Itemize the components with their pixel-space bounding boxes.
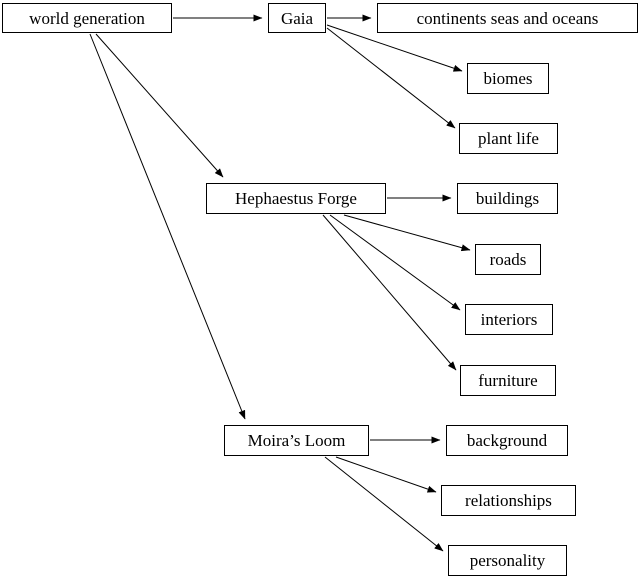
node-relationships[interactable]: relationships xyxy=(441,485,576,516)
edge-moiras_loom-to-relationships xyxy=(336,457,436,492)
node-hephaestus_forge[interactable]: Hephaestus Forge xyxy=(206,183,386,214)
node-personality[interactable]: personality xyxy=(448,545,567,576)
node-biomes[interactable]: biomes xyxy=(467,63,549,94)
edge-moiras_loom-to-personality xyxy=(325,457,443,551)
node-world_generation[interactable]: world generation xyxy=(2,3,172,33)
node-roads[interactable]: roads xyxy=(475,244,541,275)
node-continents[interactable]: continents seas and oceans xyxy=(377,3,638,33)
node-plant_life[interactable]: plant life xyxy=(459,123,558,154)
edge-world_generation-to-moiras_loom xyxy=(90,34,245,419)
edge-gaia-to-plant_life xyxy=(327,28,455,128)
node-furniture[interactable]: furniture xyxy=(460,365,556,396)
edge-world_generation-to-hephaestus_forge xyxy=(96,34,223,177)
node-gaia[interactable]: Gaia xyxy=(268,3,326,33)
node-background[interactable]: background xyxy=(446,425,568,456)
edge-group xyxy=(90,18,470,551)
node-interiors[interactable]: interiors xyxy=(465,304,553,335)
node-buildings[interactable]: buildings xyxy=(457,183,558,214)
edge-hephaestus_forge-to-roads xyxy=(344,215,470,250)
node-moiras_loom[interactable]: Moira’s Loom xyxy=(224,425,369,456)
